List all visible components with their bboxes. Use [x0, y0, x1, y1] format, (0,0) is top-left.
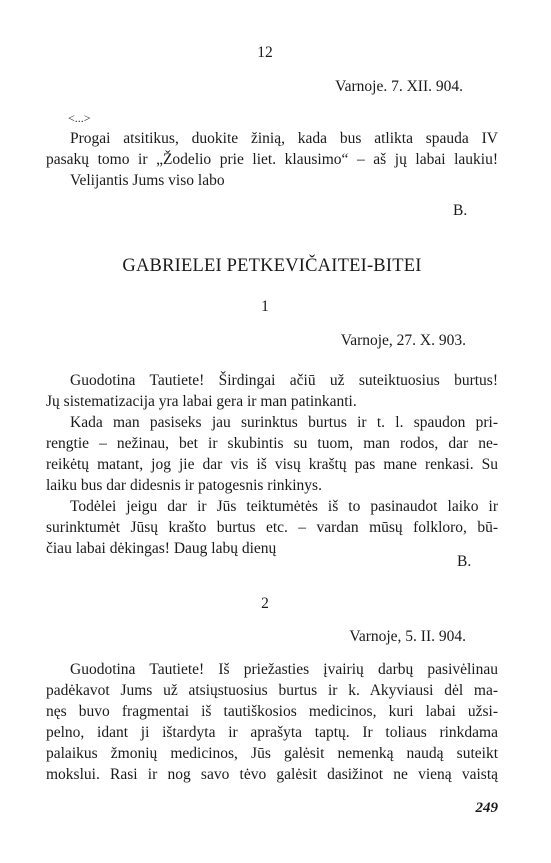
letter-1-dateline: Varnoje, 27. X. 903. [340, 332, 466, 349]
section-heading: GABRIELEI PETKEVIČAITEI-BITEI [122, 256, 422, 276]
text-line: pelno, idant ji ištardyta ir aprašyta taptų. Ir toliaus rinkdama [46, 724, 498, 741]
page-header-number: 12 [257, 44, 273, 61]
letter-12-dateline: Varnoje. 7. XII. 904. [335, 78, 463, 95]
text-line: padėkavot Jums už atsiųstuosius burtus ir k. Akyviausi dėl ma- [46, 682, 498, 699]
text-line: Velijantis Jums viso labo [70, 172, 225, 189]
text-line: Guodotina Tautiete! Iš priežasties įvairių darbų pasivėlinau [70, 661, 498, 678]
letter-12-body [46, 128, 498, 191]
text-line: palaikus žmonių medicinos, Jūs galėsit nemenką naudą suteikt [46, 745, 498, 762]
text-line: surinktumėt Jūsų krašto burtus etc. – vardan mūsų folkloro, bū- [46, 519, 498, 536]
page-number: 249 [475, 800, 498, 816]
text-line: nęs buvo fragmentai iš tautiškosios medicinos, kuri labai užsi- [46, 703, 498, 720]
letter-12-signature: B. [453, 202, 468, 219]
text-line: laiku bus dar didesnis ir patogesnis rinkinys. [46, 477, 322, 494]
letter-1-signature: B. [457, 553, 472, 570]
text-line: mokslui. Rasi ir nog savo tėvo galėsit dasižinot ne vieną vaistą [46, 766, 498, 783]
text-line: Guodotina Tautiete! Širdingai ačiū už suteiktuosius burtus! [70, 372, 498, 389]
text-line: Progai atsitikus, duokite žinią, kada bus atlikta spauda IV [70, 130, 498, 147]
text-line: reikėtų matant, jog jie dar vis iš visų kraštų pas mane renkasi. Su [46, 456, 498, 473]
omission-mark: <...> [68, 111, 91, 125]
letter-1-number: 1 [261, 298, 269, 315]
text-line: pasakų tomo ir „Žodelio prie liet. klausimo“ – aš jų labai laukiu! [46, 151, 498, 168]
letter-2-dateline: Varnoje, 5. II. 904. [349, 628, 466, 645]
text-line: rengtie – nežinau, bet ir skubintis su tuom, man rodos, dar ne- [46, 435, 498, 452]
letter-2-number: 2 [261, 595, 269, 612]
text-line: Kada man pasiseks jau surinktus burtus ir t. l. spaudon pri- [70, 414, 498, 431]
letter-2-body [46, 659, 498, 785]
text-line: čiau labai dėkingas! Daug labų dienų [46, 540, 277, 557]
text-line: Todėlei jeigu dar ir Jūs teiktumėtės iš to pasinaudot laiko ir [70, 498, 498, 515]
letter-1-body [46, 370, 498, 559]
text-line: Jų sistematizacija yra labai gera ir man patinkanti. [46, 393, 357, 410]
